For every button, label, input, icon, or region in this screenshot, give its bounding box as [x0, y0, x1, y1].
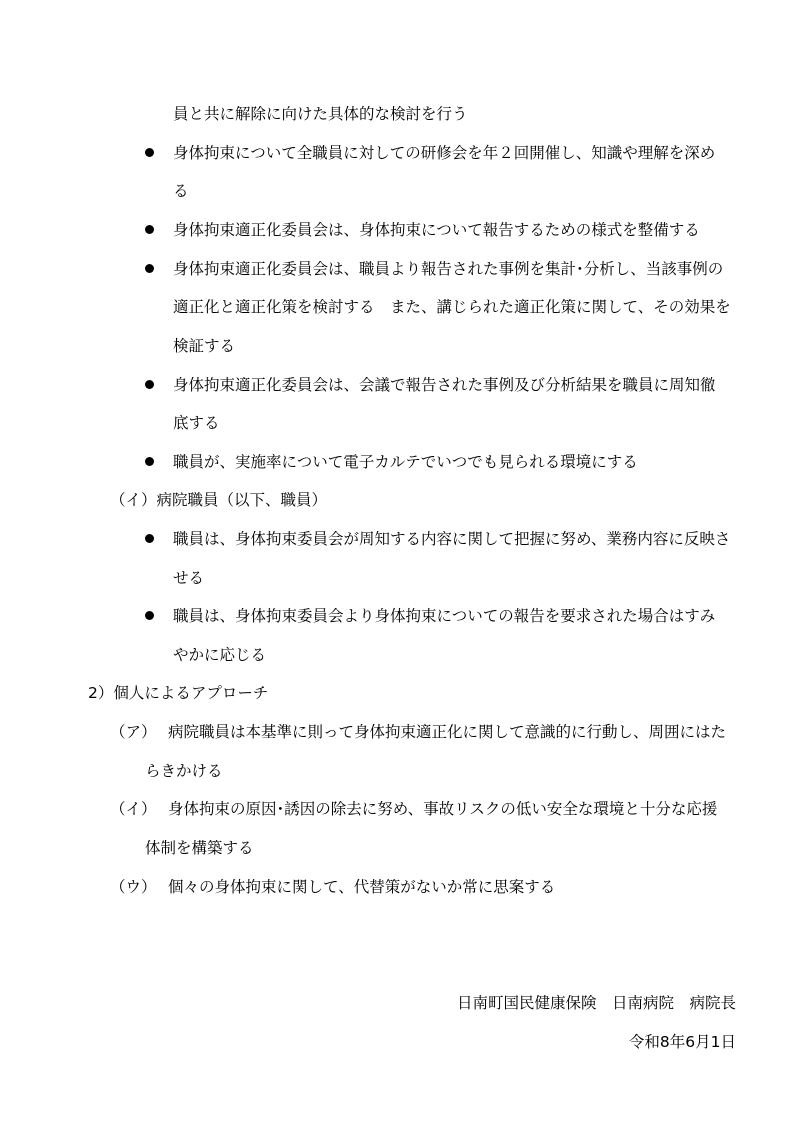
bullet-dot [145, 457, 154, 466]
bullet-text: 底する [173, 414, 220, 432]
sub-heading: （イ）病院職員（以下、職員） [110, 491, 328, 509]
bullet-text: 職員は、身体拘束委員会より身体拘束についての報告を要求された場合はすみ [173, 607, 716, 625]
bullet-text: やかに応じる [173, 646, 267, 664]
section-heading: 2）個人によるアプローチ [88, 684, 269, 702]
date: 令和8年6月1日 [628, 1033, 736, 1051]
item-text: 個々の身体拘束に関して、代替策がないか常に思案する [168, 878, 556, 896]
bullet-text: 職員は、身体拘束委員会が周知する内容に関して把握に努め、業務内容に反映さ [173, 530, 731, 548]
continued-text: 員と共に解除に向けた具体的な検討を行う [173, 105, 468, 123]
bullet-dot [145, 264, 154, 273]
bullet-text: 適正化と適正化策を検討する また、講じられた適正化策に関して、その効果を [173, 298, 731, 316]
signature: 日南町国民健康保険 日南病院 病院長 [456, 994, 736, 1012]
bullet-text: せる [173, 569, 205, 587]
bullet-text: る [173, 182, 189, 200]
item-text: 身体拘束の原因･誘因の除去に努め、事故リスクの低い安全な環境と十分な応援 [168, 800, 718, 818]
bullet-text: 職員が、実施率について電子カルテでいつでも見られる環境にする [173, 453, 638, 471]
bullet-dot [145, 148, 154, 157]
item-label: （ウ） [110, 878, 157, 896]
item-label: （イ） [110, 800, 157, 818]
item-text: らきかける [145, 762, 223, 780]
bullet-text: 身体拘束適正化委員会は、職員より報告された事例を集計･分析し、当該事例の [173, 260, 724, 278]
bullet-dot [145, 380, 154, 389]
item-label: （ア） [110, 723, 157, 741]
bullet-text: 検証する [173, 337, 236, 355]
bullet-text: 身体拘束適正化委員会は、会議で報告された事例及び分析結果を職員に周知徹 [173, 376, 716, 394]
bullet-dot [145, 534, 154, 543]
item-text: 病院職員は本基準に則って身体拘束適正化に関して意識的に行動し、周囲にはた [168, 723, 727, 741]
item-text: 体制を構築する [145, 839, 254, 857]
bullet-text: 身体拘束適正化委員会は、身体拘束について報告するための様式を整備する [173, 221, 700, 239]
bullet-dot [145, 225, 154, 234]
bullet-text: 身体拘束について全職員に対しての研修会を年２回開催し、知識や理解を深め [173, 144, 716, 162]
bullet-dot [145, 611, 154, 620]
